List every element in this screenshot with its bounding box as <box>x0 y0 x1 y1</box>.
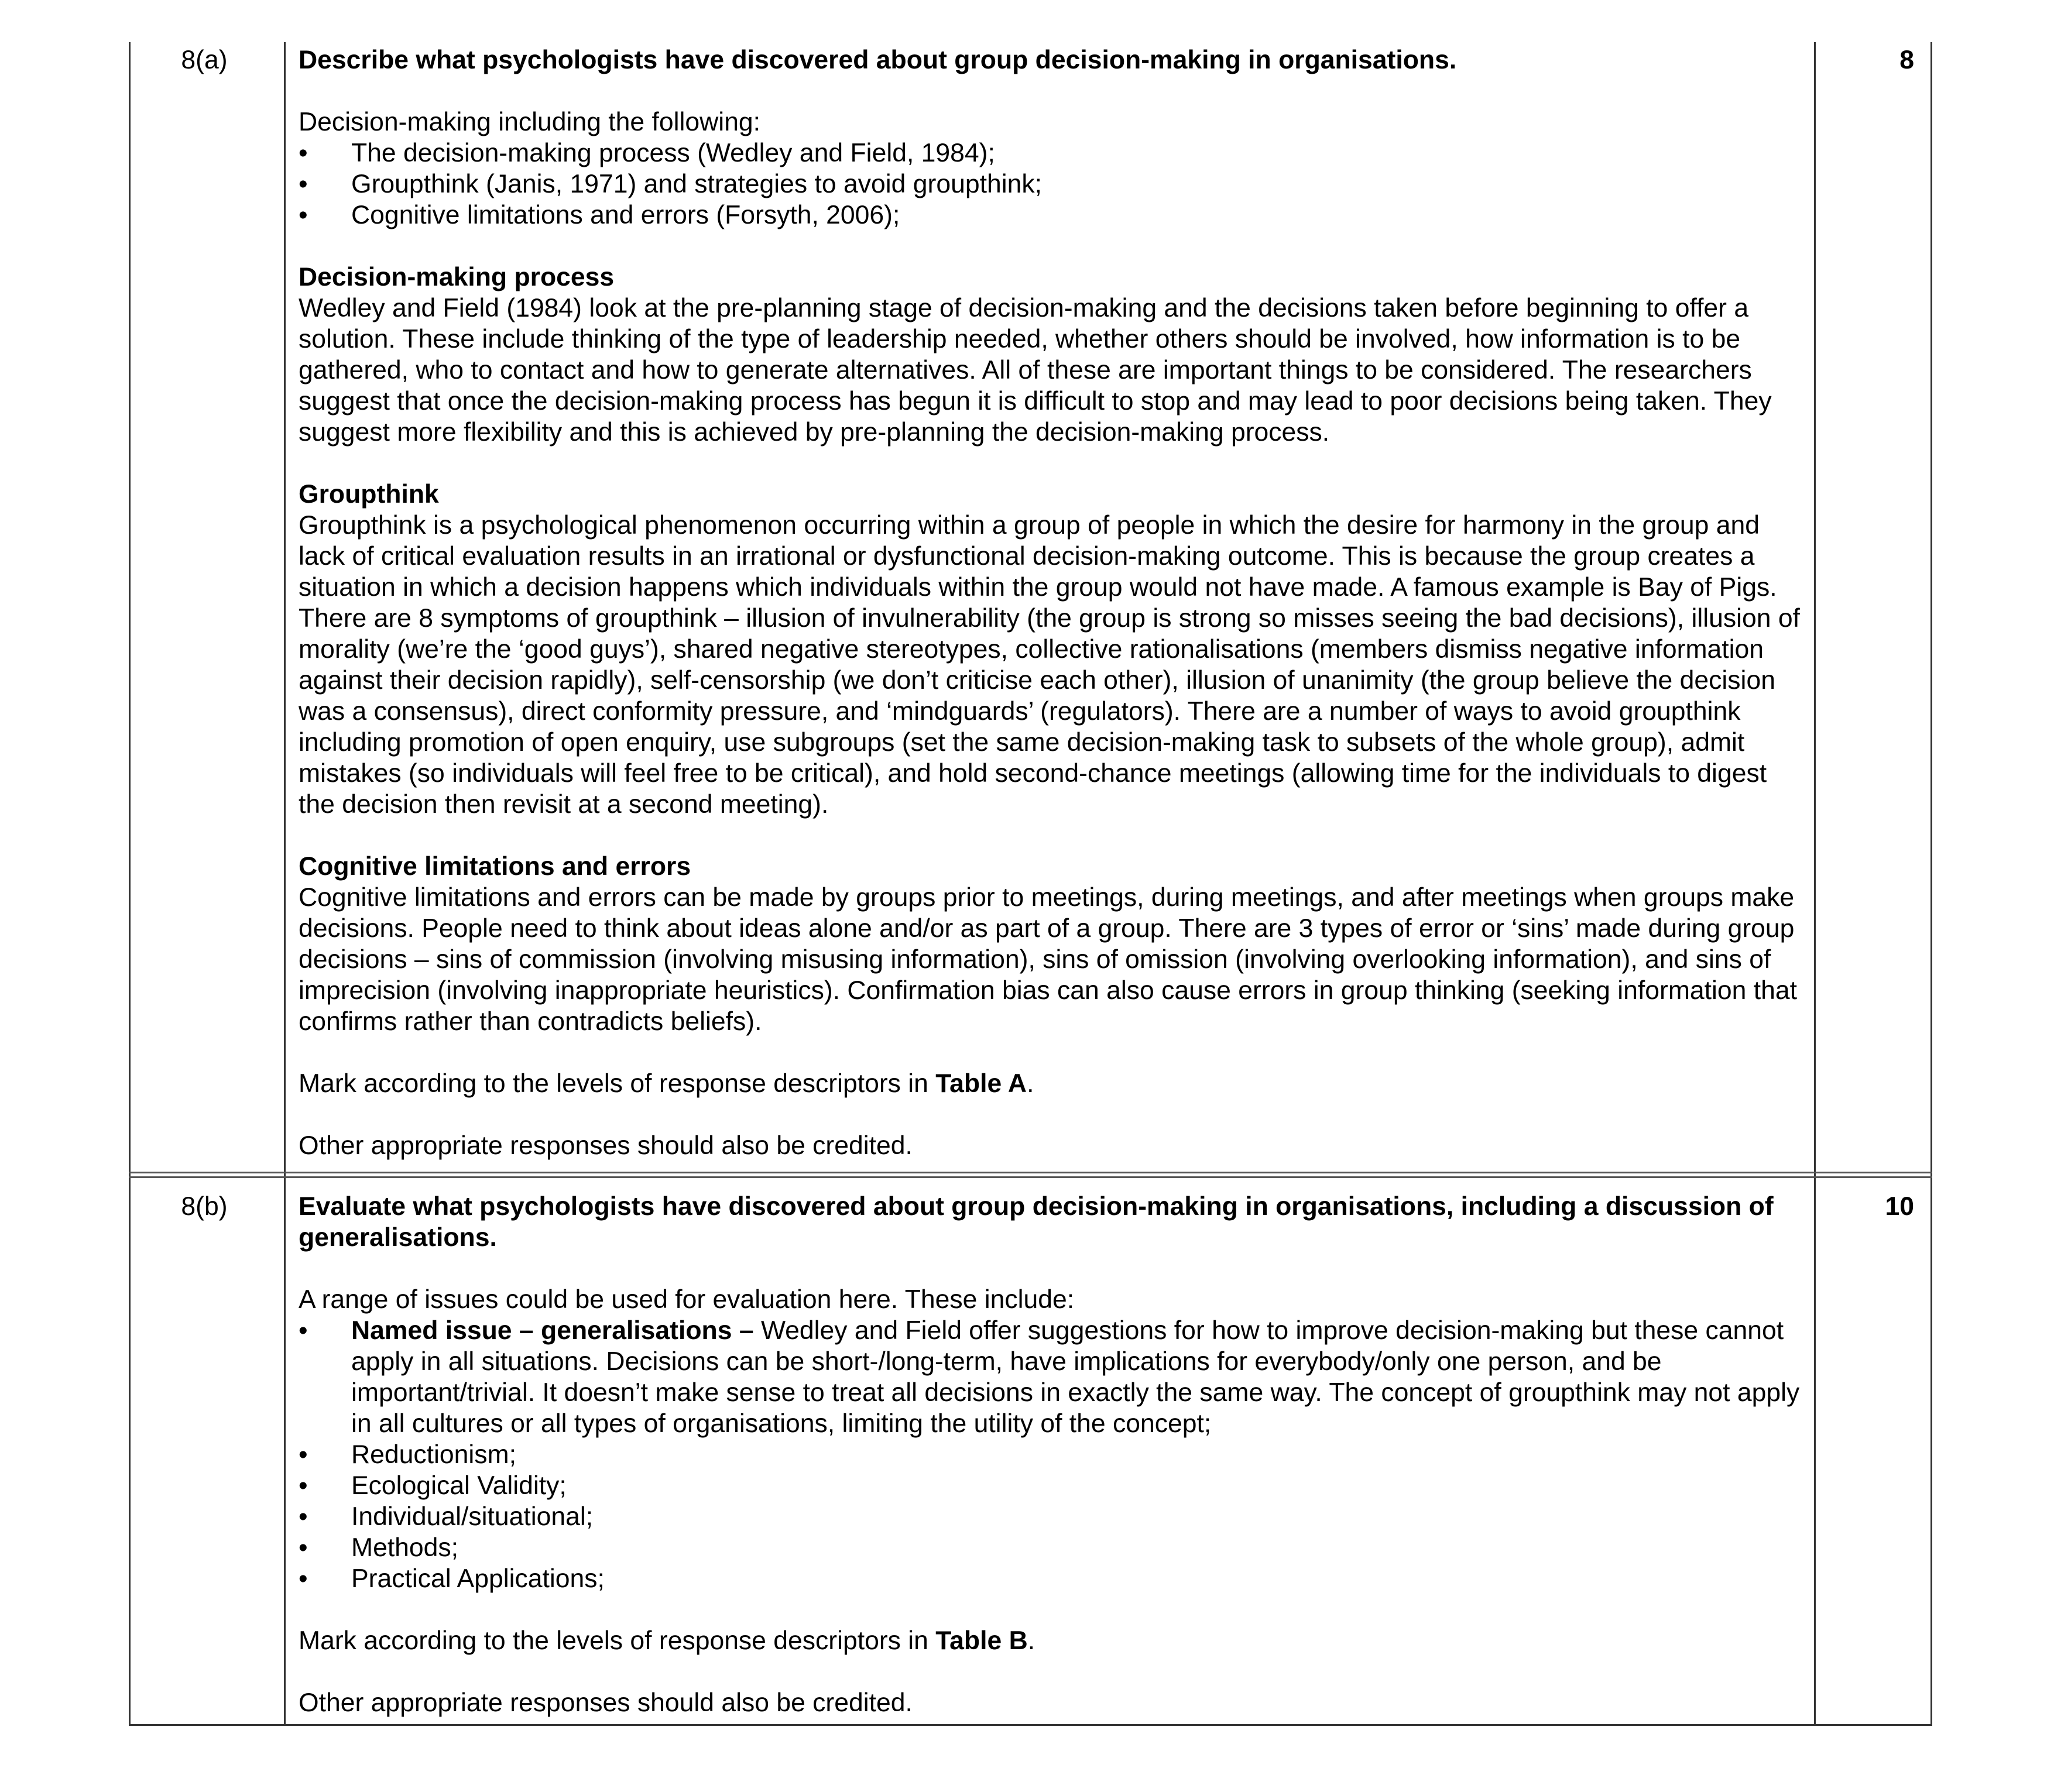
section-heading-groupthink: Groupthink <box>299 480 439 509</box>
table-reference: Table B <box>935 1626 1028 1655</box>
bullet-item: • Individual/situational; <box>299 1502 594 1531</box>
marking-instruction: Mark according to the levels of response descriptors in Table A. <box>299 1069 1034 1098</box>
section-body-cognitive: Cognitive limitations and errors can be made by groups prior to meetings, during meetings, and after meetings when groups make decisions. People need to think about ideas alone and/or as part of a group. There are 3 types of error or ‘sins’ made during group decisions – sins of commission (involving misusing information), sins of omission (involving overlooking information), and sins of imprecision (involving inappropriate heuristics). Confirmation bias can also cause errors in group thinking (seeking information that confirms rather than contradicts beliefs). <box>299 883 1797 1036</box>
section-heading-decision-making: Decision-making process <box>299 263 615 291</box>
row-divider <box>130 1173 1932 1177</box>
bullet-icon: • <box>299 139 308 167</box>
section-body-groupthink: Groupthink is a psychological phenomenon occurring within a group of people in which the desire for harmony in the group and lack of critical evaluation results in an irrational or dysfunctional decision-making outcome. This is because the group creates a situation in which a decision happens which individuals within the group would not have made. A famous example is Bay of Pigs. There are 8 symptoms of groupthink – illusion of invulnerability (the group is strong so misses seeing the bad decisions), illusion of morality (we’re the ‘good guys’), shared negative stereotypes, collective rationalisations (members dismiss negative information against their decision rapidly), self-censorship (we don’t criticise each other), illusion of unanimity (the group believe the decision was a consensus), direct conformity pressure, and ‘mindguards’ (regulators). There are a number of ways to avoid groupthink including promotion of open enquiry, use subgroups (set the same decision-making task to subsets of the whole group), admit mistakes (so individuals will feel free to be critical), and hold second-chance meetings (allowing time for the individuals to digest the decision then revisit at a second meeting). <box>299 511 1800 819</box>
content-bullet-list <box>299 138 1802 231</box>
bullet-item: • Methods; <box>299 1533 459 1562</box>
bullet-icon: • <box>299 1564 308 1593</box>
bullet-item: • Reductionism; <box>299 1440 516 1469</box>
section-body-decision-making: Wedley and Field (1984) look at the pre-planning stage of decision-making and the decisions taken before beginning to offer a solution. These include thinking of the type of leadership needed, whether others should be involved, how information is to be gathered, who to contact and how to generate alternatives. All of these are important things to be considered. The researchers suggest that once the decision-making process has begun it is difficult to stop and may lead to poor decisions being taken. They suggest more flexibility and this is achieved by pre-planning the decision-making process. <box>299 294 1772 447</box>
question-text: Describe what psychologists have discovered about group decision-making in organisations. <box>299 46 1457 74</box>
question-row-8b <box>130 1177 1932 1725</box>
bullet-item: • Cognitive limitations and errors (Forsyth, 2006); <box>299 201 900 229</box>
bullet-icon: • <box>299 1502 308 1531</box>
evaluation-bullet-list <box>299 1315 1802 1594</box>
bullet-icon: • <box>299 201 308 229</box>
marks-value: 8 <box>1815 42 1932 1173</box>
bullet-icon: • <box>299 1440 308 1469</box>
answer-cell <box>285 1177 1815 1725</box>
answer-intro: Decision-making including the following: <box>299 108 761 136</box>
bullet-icon: • <box>299 170 308 198</box>
bullet-item: • Groupthink (Janis, 1971) and strategies to avoid groupthink; <box>299 170 1042 198</box>
table-reference: Table A <box>935 1069 1027 1098</box>
credit-note: Other appropriate responses should also be credited. <box>299 1131 913 1160</box>
answer-cell <box>285 42 1815 1173</box>
bullet-item: • Named issue – generalisations – Wedley and Field offer suggestions for how to improve decision-making but these cannot apply in all situations. Decisions can be short-/long-term, have implications for everybody/only one person, and be important/trivial. It doesn’t make sense to treat all decisions in exactly the same way. The concept of groupthink may not apply in all cultures or all types of organisations, limiting the utility of the concept; <box>299 1316 1800 1438</box>
bullet-item: • Practical Applications; <box>299 1564 605 1593</box>
bullet-icon: • <box>299 1533 308 1562</box>
question-number: 8(b) <box>130 1177 285 1725</box>
mark-scheme-table <box>129 42 1932 1726</box>
marks-value: 10 <box>1815 1177 1932 1725</box>
section-heading-cognitive: Cognitive limitations and errors <box>299 852 691 881</box>
question-text: Evaluate what psychologists have discovered about group decision-making in organisations, including a discussion of generalisations. <box>299 1192 1774 1252</box>
answer-intro: A range of issues could be used for evaluation here. These include: <box>299 1285 1075 1314</box>
bullet-icon: • <box>299 1316 308 1345</box>
question-number: 8(a) <box>130 42 285 1173</box>
bullet-item: • Ecological Validity; <box>299 1471 567 1500</box>
marking-instruction: Mark according to the levels of response descriptors in Table B. <box>299 1626 1035 1655</box>
bullet-item: • The decision-making process (Wedley and Field, 1984); <box>299 139 995 167</box>
bullet-icon: • <box>299 1471 308 1500</box>
credit-note: Other appropriate responses should also be credited. <box>299 1688 913 1717</box>
question-row-8a <box>130 42 1932 1173</box>
